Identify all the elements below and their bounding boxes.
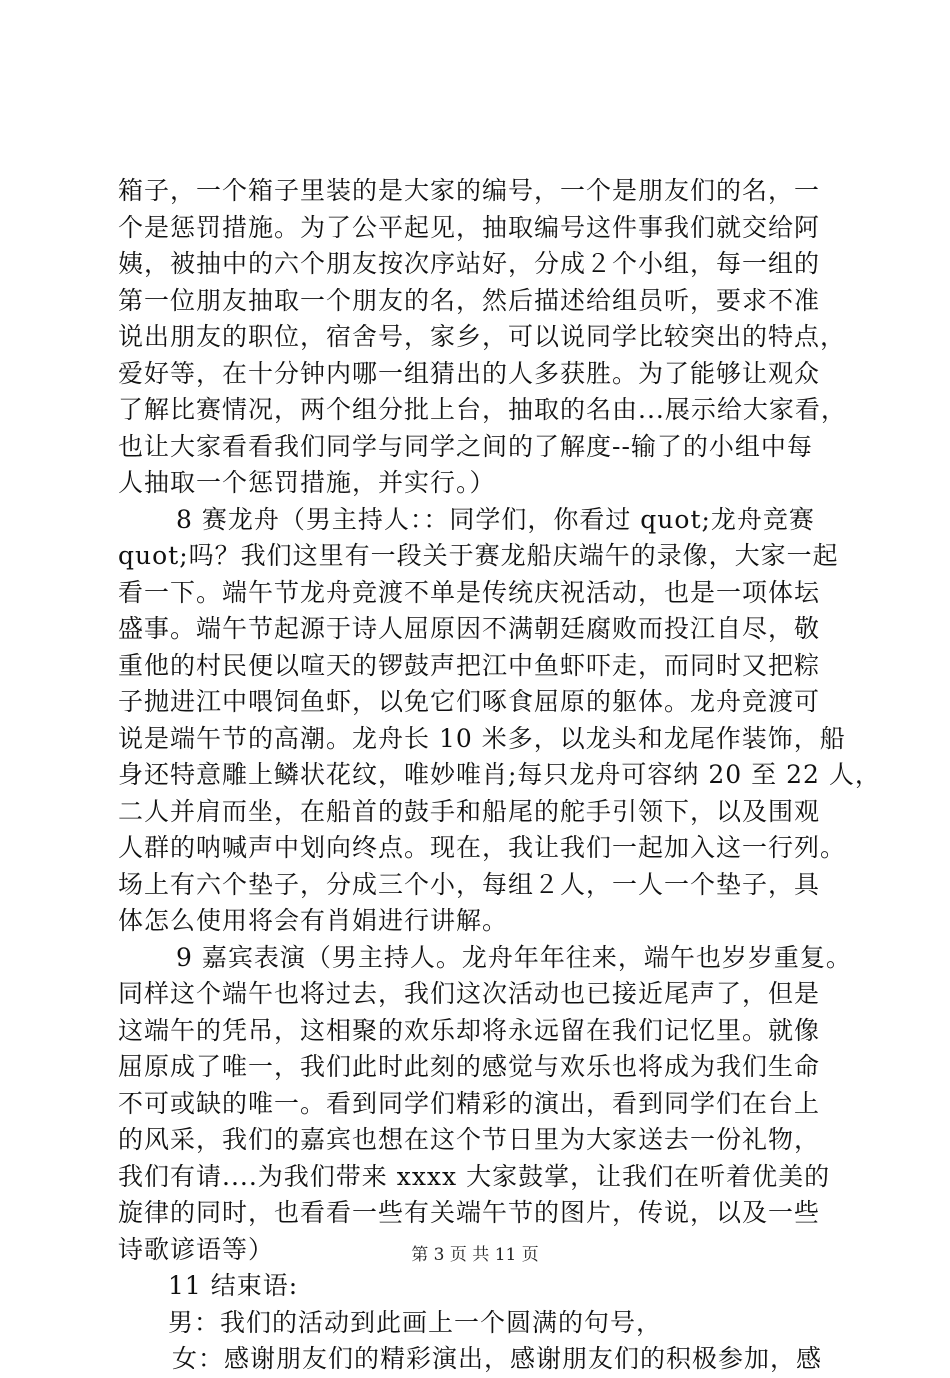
- section-heading-line: 8 赛龙舟（男主持人：：同学们，你看过 quot;龙舟竞赛: [176, 504, 815, 534]
- page-number-footer: 第 3 页 共 11 页: [411, 1245, 539, 1265]
- text-line: 人群的呐喊声中划向终点。现在，我让我们一起加入这一行列。: [118, 833, 847, 862]
- text-line: 盛事。端午节起源于诗人屈原因不满朝廷腐败而投江自尽，敬: [118, 614, 821, 643]
- document-body: [118, 173, 881, 1378]
- text-line: 爱好等，在十分钟内哪一组猜出的人多获胜。为了能够让观众: [118, 358, 821, 388]
- text-line: 场上有六个垫子，分成三个小，每组２人，一人一个垫子，具: [118, 869, 821, 899]
- text-line: 姨，被抽中的六个朋友按次序站好，分成２个小组，每一组的: [118, 249, 821, 278]
- text-line: 体怎么使用将会有肖娟进行讲解。: [118, 906, 509, 935]
- text-line: 子抛进江中喂饲鱼虾，以免它们啄食屈原的躯体。龙舟竞渡可: [118, 687, 821, 716]
- text-line: 也让大家看看我们同学与同学之间的了解度--输了的小组中每: [118, 431, 813, 461]
- text-line: 二人并肩而坐，在船首的鼓手和船尾的舵手引领下，以及围观: [118, 796, 821, 826]
- dialogue-line-male: 男：我们的活动到此画上一个圆满的句号，: [168, 1307, 663, 1337]
- text-line: 我们有请....为我们带来 xxxx 大家鼓掌，让我们在听着优美的: [118, 1161, 831, 1191]
- text-line: 身还特意雕上鳞状花纹，唯妙唯肖;每只龙舟可容纳 20 至 22 人，: [118, 760, 881, 789]
- text-line: 箱子，一个箱子里装的是大家的编号，一个是朋友们的名，一: [118, 176, 821, 205]
- text-line: 说是端午节的高潮。龙舟长 10 米多，以龙头和龙尾作装饰，船: [118, 723, 846, 753]
- text-line: 屈原成了唯一，我们此时此刻的感觉与欢乐也将成为我们生命: [118, 1052, 821, 1081]
- text-line: 不可或缺的唯一。看到同学们精彩的演出，看到同学们在台上: [118, 1088, 821, 1118]
- text-line: 旋律的同时，也看看一些有关端午节的图片，传说，以及一些: [118, 1198, 821, 1227]
- text-line: 第一位朋友抽取一个朋友的名，然后描述给组员听，要求不准: [118, 285, 821, 315]
- text-line: 看一下。端午节龙舟竞渡不单是传统庆祝活动，也是一项体坛: [118, 577, 821, 607]
- text-line: 的风采，我们的嘉宾也想在这个节日里为大家送去一份礼物，: [118, 1125, 821, 1154]
- text-line: 重他的村民便以喧天的锣鼓声把江中鱼虾吓走，而同时又把粽: [118, 650, 821, 680]
- text-line: 诗歌谚语等）: [118, 1234, 275, 1264]
- text-line: 人抽取一个惩罚措施，并实行。）: [118, 468, 496, 497]
- text-line: 个是惩罚措施。为了公平起见，抽取编号这件事我们就交给阿: [118, 212, 821, 242]
- text-line: 同样这个端午也将过去，我们这次活动也已接近尾声了，但是: [118, 979, 821, 1008]
- section-heading-line: 9 嘉宾表演（男主持人。龙舟年年往来，端午也岁岁重复。: [176, 942, 852, 972]
- text-line: 这端午的凭吊，这相聚的欢乐却将永远留在我们记忆里。就像: [118, 1015, 821, 1045]
- section-heading-line: 11 结束语:: [168, 1271, 299, 1300]
- text-line: 说出朋友的职位，宿舍号，家乡，可以说同学比较突出的特点，: [118, 322, 847, 351]
- dialogue-line-female: 女：感谢朋友们的精彩演出，感谢朋友们的积极参加，感: [172, 1344, 823, 1373]
- text-line: quot;吗？我们这里有一段关于赛龙船庆端午的录像，大家一起: [118, 541, 839, 570]
- text-line: 了解比赛情况，两个组分批上台，抽取的名由...展示给大家看，: [118, 395, 847, 424]
